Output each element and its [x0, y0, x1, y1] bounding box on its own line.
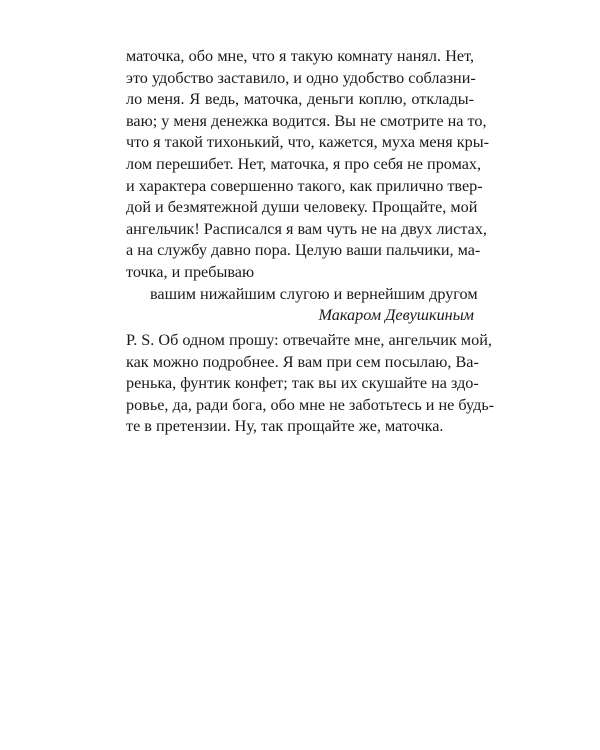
letter-signature: Макаром Девушкиным	[318, 306, 474, 325]
letter-line: ваю; у меня денежка водится. Вы не смотрите на то,	[126, 111, 487, 130]
letter-line: а на службу давно пора. Целую ваши пальчики, ма-	[126, 241, 481, 260]
letter-line: маточка, обо мне, что я такую комнату нанял. Нет,	[126, 47, 474, 65]
letter-line: лом перешибет. Нет, маточка, я про себя не промах,	[126, 154, 482, 173]
postscript	[126, 330, 495, 438]
postscript-line: ренька, фунтик конфет; так вы их скушайте на здо-	[126, 374, 479, 393]
letter-body	[126, 46, 489, 327]
postscript-line: как можно подробнее. Я вам при сем посылаю, Ва-	[126, 352, 479, 371]
postscript-line: P. S. Об одном прошу: отвечайте мне, ангельчик мой,	[126, 331, 492, 349]
letter-line: точка, и пребываю	[126, 262, 255, 281]
letter-line: ангельчик! Расписался я вам чуть не на двух листах,	[126, 219, 487, 238]
letter-line: дой и безмятежной души человеку. Прощайте, мой	[126, 198, 478, 217]
letter-line: это удобство заставило, и одно удобство соблазни-	[126, 68, 476, 87]
letter-line: и характера совершенно такого, как прилично твер-	[126, 176, 483, 195]
postscript-line: те в претензии. Ну, так прощайте же, маточка.	[126, 417, 444, 436]
letter-closing: вашим нижайшим слугою и вернейшим другом	[150, 284, 478, 303]
postscript-line: ровье, да, ради бога, обо мне не заботьтесь и не будь-	[126, 395, 495, 414]
letter-line: что я такой тихонький, что, кажется, муха меня кры-	[126, 133, 489, 152]
letter-line: ло меня. Я ведь, маточка, деньги коплю, отклады-	[126, 90, 474, 109]
